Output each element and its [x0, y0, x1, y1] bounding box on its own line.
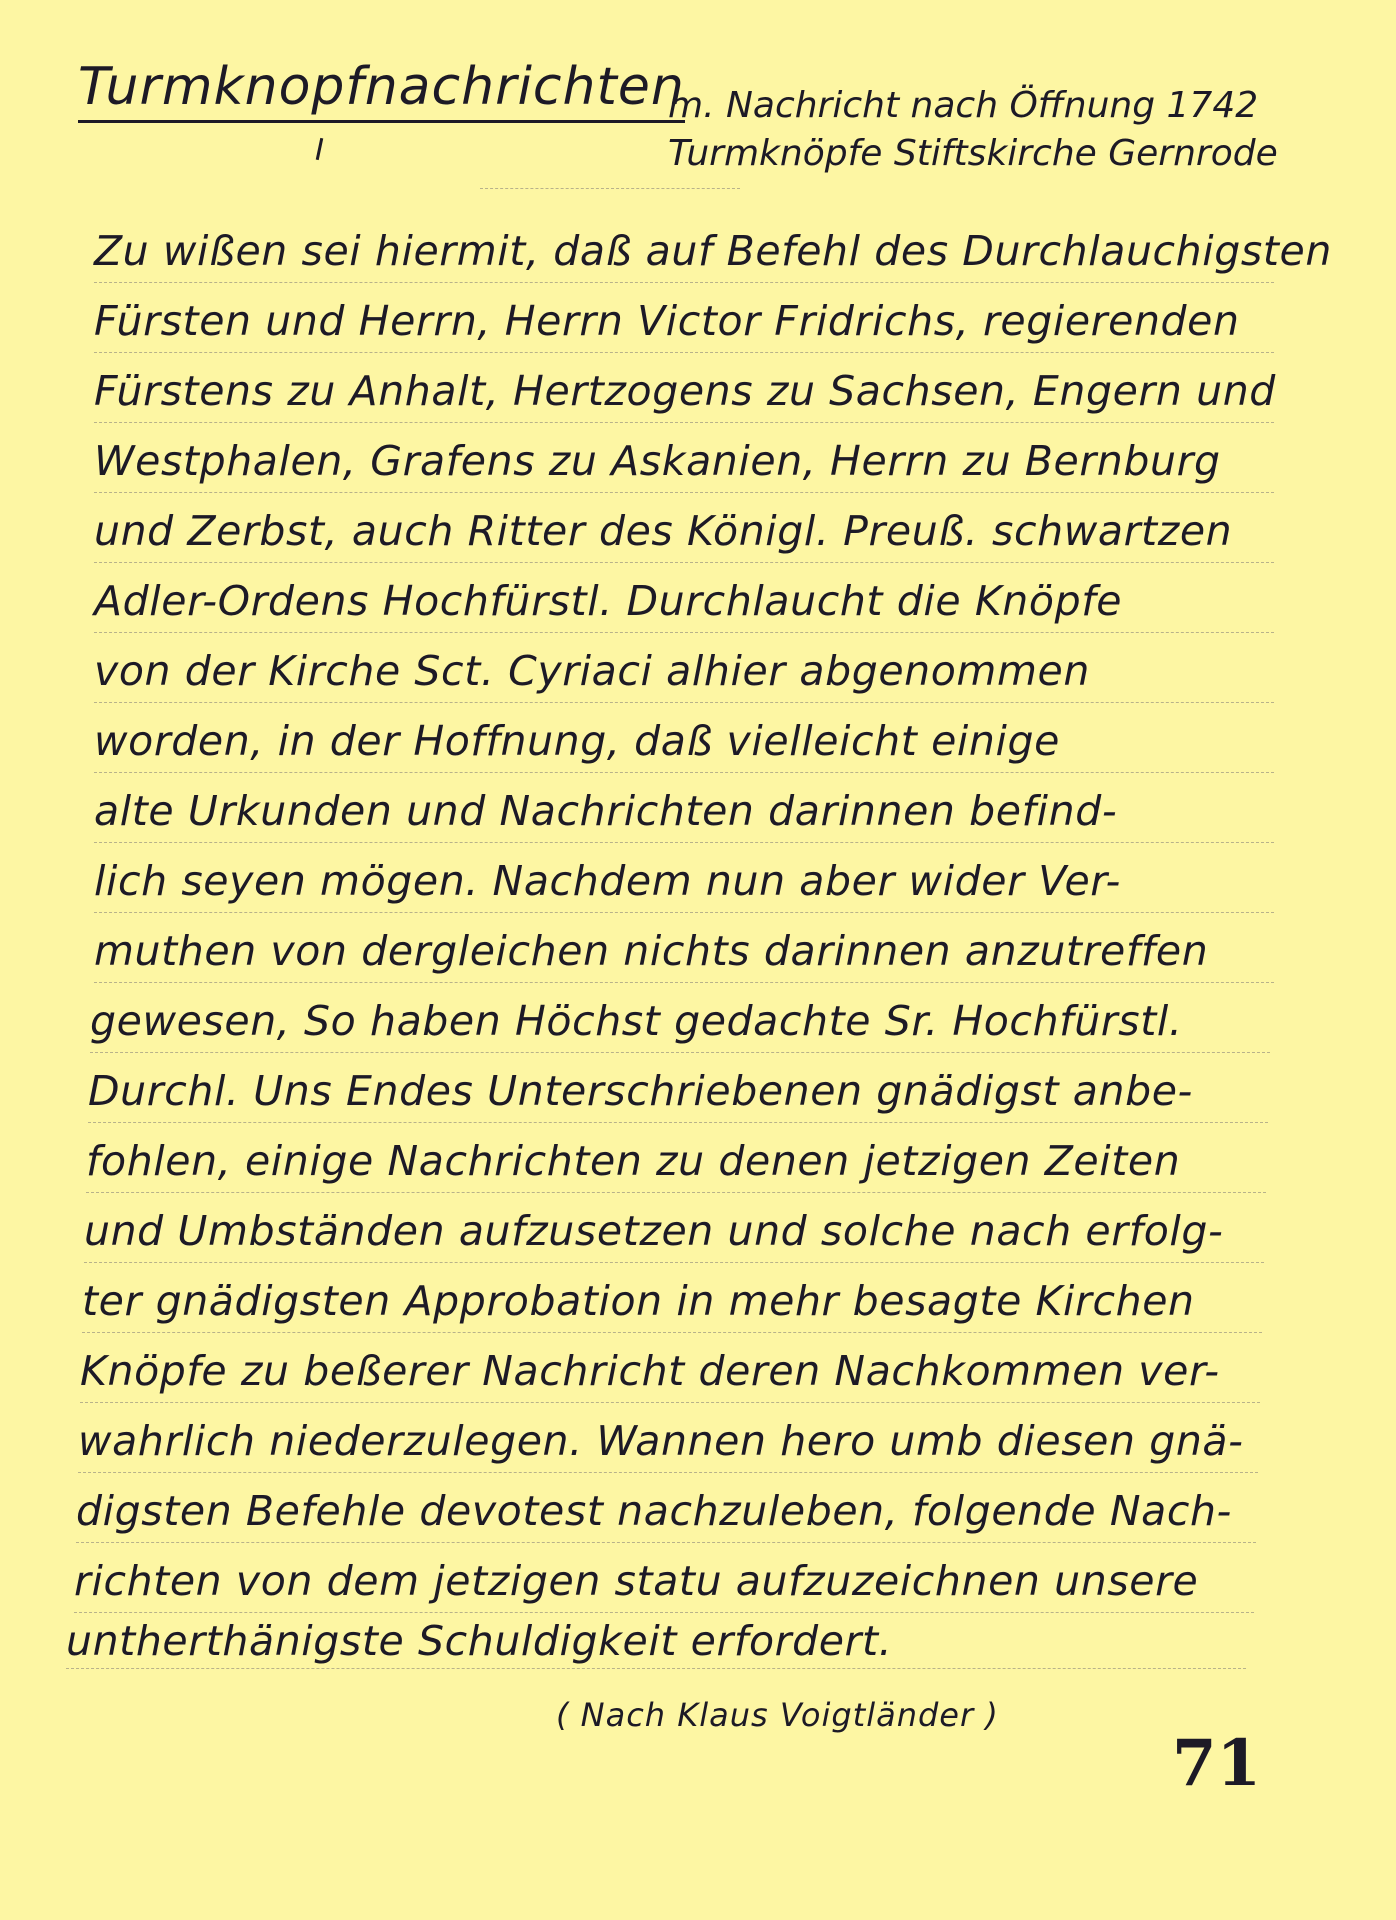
body-line: ter gnädigsten Approbation in mehr besagte Kirchen	[82, 1277, 1195, 1325]
body-line: Fürsten und Herrn, Herrn Victor Fridrichs, regierenden	[94, 297, 1240, 345]
ruled-line	[94, 702, 1274, 703]
ruled-line	[94, 492, 1274, 493]
ruled-line	[66, 1668, 1246, 1669]
body-line: Adler-Ordens Hochfürstl. Durchlaucht die Knöpfe	[94, 577, 1123, 625]
body-line: Knöpfe zu beßerer Nachricht deren Nachkommen ver-	[80, 1347, 1220, 1395]
ruled-line	[94, 982, 1274, 983]
ruled-line	[480, 188, 740, 189]
subtitle-line-1: m. Nachricht nach Öffnung 1742	[668, 85, 1259, 126]
ruled-line	[76, 1542, 1256, 1543]
body-line: gewesen, So haben Höchst gedachte Sr. Hochfürstl.	[90, 997, 1183, 1045]
ruled-line	[94, 842, 1274, 843]
ruled-line	[86, 1192, 1266, 1193]
ruled-line	[80, 1402, 1260, 1403]
body-line: Westphalen, Grafens zu Askanien, Herrn zu Bernburg	[94, 437, 1221, 485]
ruled-line	[82, 1332, 1262, 1333]
body-line: Zu wißen sei hiermit, daß auf Befehl des Durchlauchigsten	[94, 227, 1332, 275]
body-line: untherthänigste Schuldigkeit erfordert.	[66, 1617, 893, 1665]
ruled-line	[74, 1612, 1254, 1613]
ruled-line	[94, 562, 1274, 563]
body-line: alte Urkunden und Nachrichten darinnen befind-	[94, 787, 1118, 835]
body-line: von der Kirche Sct. Cyriaci alhier abgenommen	[94, 647, 1090, 695]
ruled-line	[88, 1122, 1268, 1123]
body-line: muthen von dergleichen nichts darinnen anzutreffen	[94, 927, 1209, 975]
ruled-line	[94, 912, 1274, 913]
page-title: Turmknopfnachrichten	[78, 58, 685, 123]
ruled-line	[94, 422, 1274, 423]
body-line: richten von dem jetzigen statu aufzuzeichnen unsere	[74, 1557, 1199, 1605]
ruled-line	[94, 282, 1274, 283]
ruled-line	[94, 772, 1274, 773]
ruled-line	[84, 1262, 1264, 1263]
subtitle-line-2: Turmknöpfe Stiftskirche Gernrode	[668, 133, 1278, 174]
body-line: lich seyen mögen. Nachdem nun aber wider Ver-	[94, 857, 1121, 905]
ruled-line	[78, 1472, 1258, 1473]
attribution-note: ( Nach Klaus Voigtländer )	[556, 1696, 999, 1734]
body-line: fohlen, einige Nachrichten zu denen jetzigen Zeiten	[86, 1137, 1181, 1185]
body-line: worden, in der Hoffnung, daß vielleicht einige	[94, 717, 1060, 765]
ruled-line	[94, 352, 1274, 353]
body-line: digsten Befehle devotest nachzuleben, folgende Nach-	[76, 1487, 1232, 1535]
page-number: 71	[1172, 1726, 1262, 1801]
body-line: und Umbständen aufzusetzen und solche nach erfolg-	[84, 1207, 1224, 1255]
body-line: und Zerbst, auch Ritter des Königl. Preuß. schwartzen	[94, 507, 1233, 555]
ruled-line	[90, 1052, 1270, 1053]
body-line: Fürstens zu Anhalt, Hertzogens zu Sachsen, Engern und	[94, 367, 1276, 415]
ruled-line	[94, 632, 1274, 633]
body-line: Durchl. Uns Endes Unterschriebenen gnädigst anbe-	[88, 1067, 1193, 1115]
body-line: wahrlich niederzulegen. Wannen hero umb diesen gnä-	[78, 1417, 1244, 1465]
